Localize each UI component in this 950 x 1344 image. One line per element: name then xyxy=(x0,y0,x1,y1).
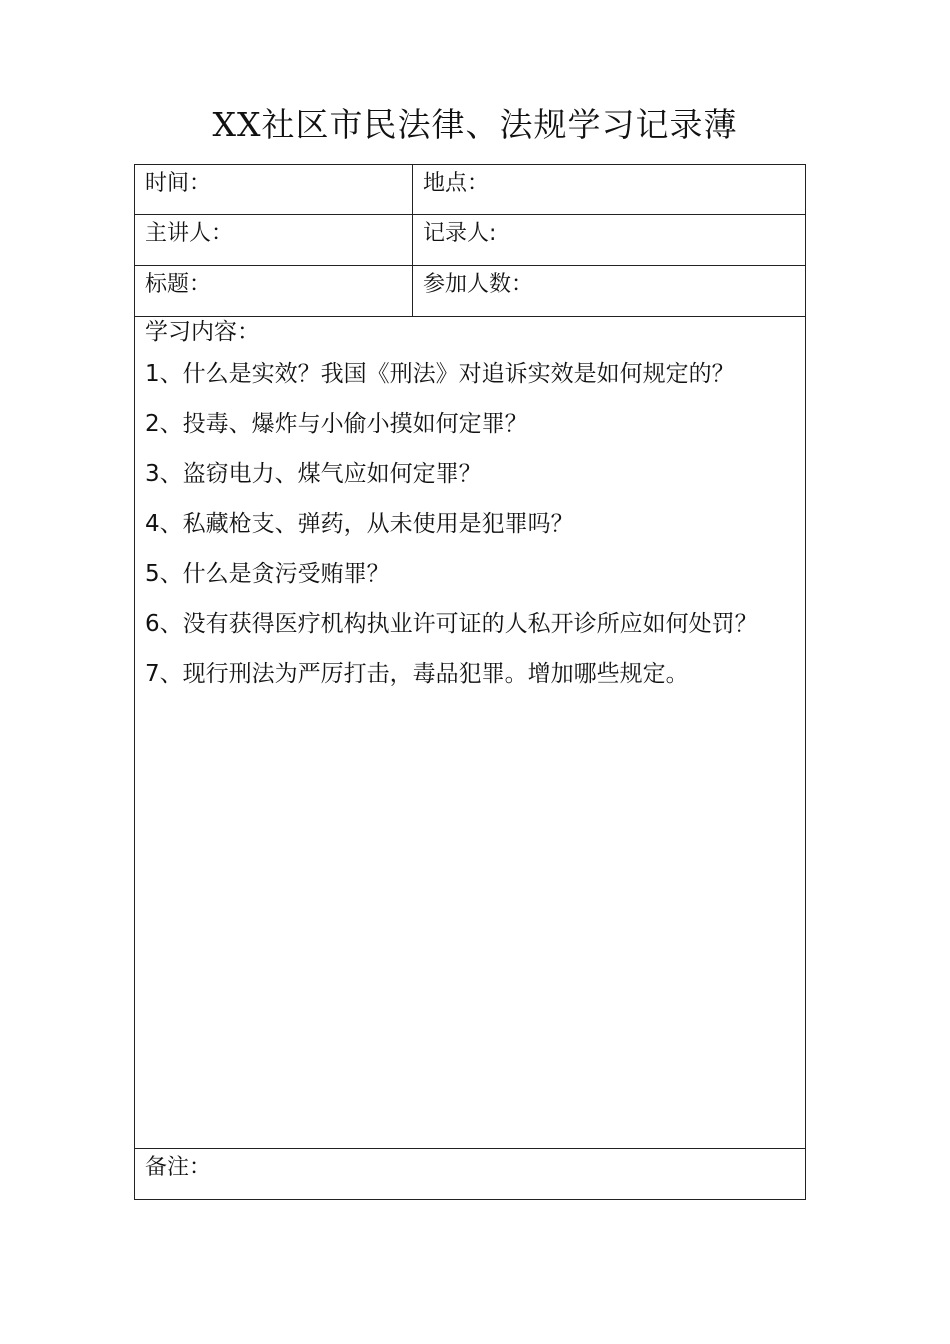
attendance-field[interactable] xyxy=(413,266,806,317)
location-field[interactable] xyxy=(413,165,806,215)
study-content-list xyxy=(145,349,799,699)
speaker-label: 主讲人： xyxy=(145,221,234,246)
topic-label: 标题： xyxy=(145,272,212,297)
form-row-remarks xyxy=(135,1149,806,1200)
topic-field[interactable] xyxy=(135,266,413,317)
form-row-content xyxy=(135,317,806,1149)
page-title: XX社区市民法律、法规学习记录薄 xyxy=(212,105,738,144)
list-item: 7、现行刑法为严厉打击，毒品犯罪。增加哪些规定。 xyxy=(145,661,689,687)
list-item: 5、什么是贪污受贿罪？ xyxy=(145,561,390,587)
study-content-field[interactable] xyxy=(135,317,806,1149)
form-row-time-location xyxy=(135,165,806,215)
remarks-label: 备注： xyxy=(145,1155,212,1180)
record-form-table xyxy=(134,164,806,1200)
study-content-heading: 学习内容： xyxy=(145,319,260,345)
form-row-speaker-recorder xyxy=(135,215,806,266)
recorder-label: 记录人: xyxy=(423,221,497,246)
speaker-field[interactable] xyxy=(135,215,413,266)
list-item: 2、投毒、爆炸与小偷小摸如何定罪？ xyxy=(145,411,528,437)
time-field[interactable] xyxy=(135,165,413,215)
time-label: 时间： xyxy=(145,171,212,196)
form-row-topic-attendance xyxy=(135,266,806,317)
location-label: 地点： xyxy=(423,171,490,196)
remarks-field[interactable] xyxy=(135,1149,806,1200)
list-item: 3、盗窃电力、煤气应如何定罪？ xyxy=(145,461,482,487)
attendance-label: 参加人数： xyxy=(423,272,534,297)
list-item: 4、私藏枪支、弹药，从未使用是犯罪吗？ xyxy=(145,511,574,537)
recorder-field[interactable] xyxy=(413,215,806,266)
list-item: 6、没有获得医疗机构执业许可证的人私开诊所应如何处罚？ xyxy=(145,611,758,637)
list-item: 1、什么是实效？我国《刑法》对追诉实效是如何规定的？ xyxy=(145,361,735,387)
